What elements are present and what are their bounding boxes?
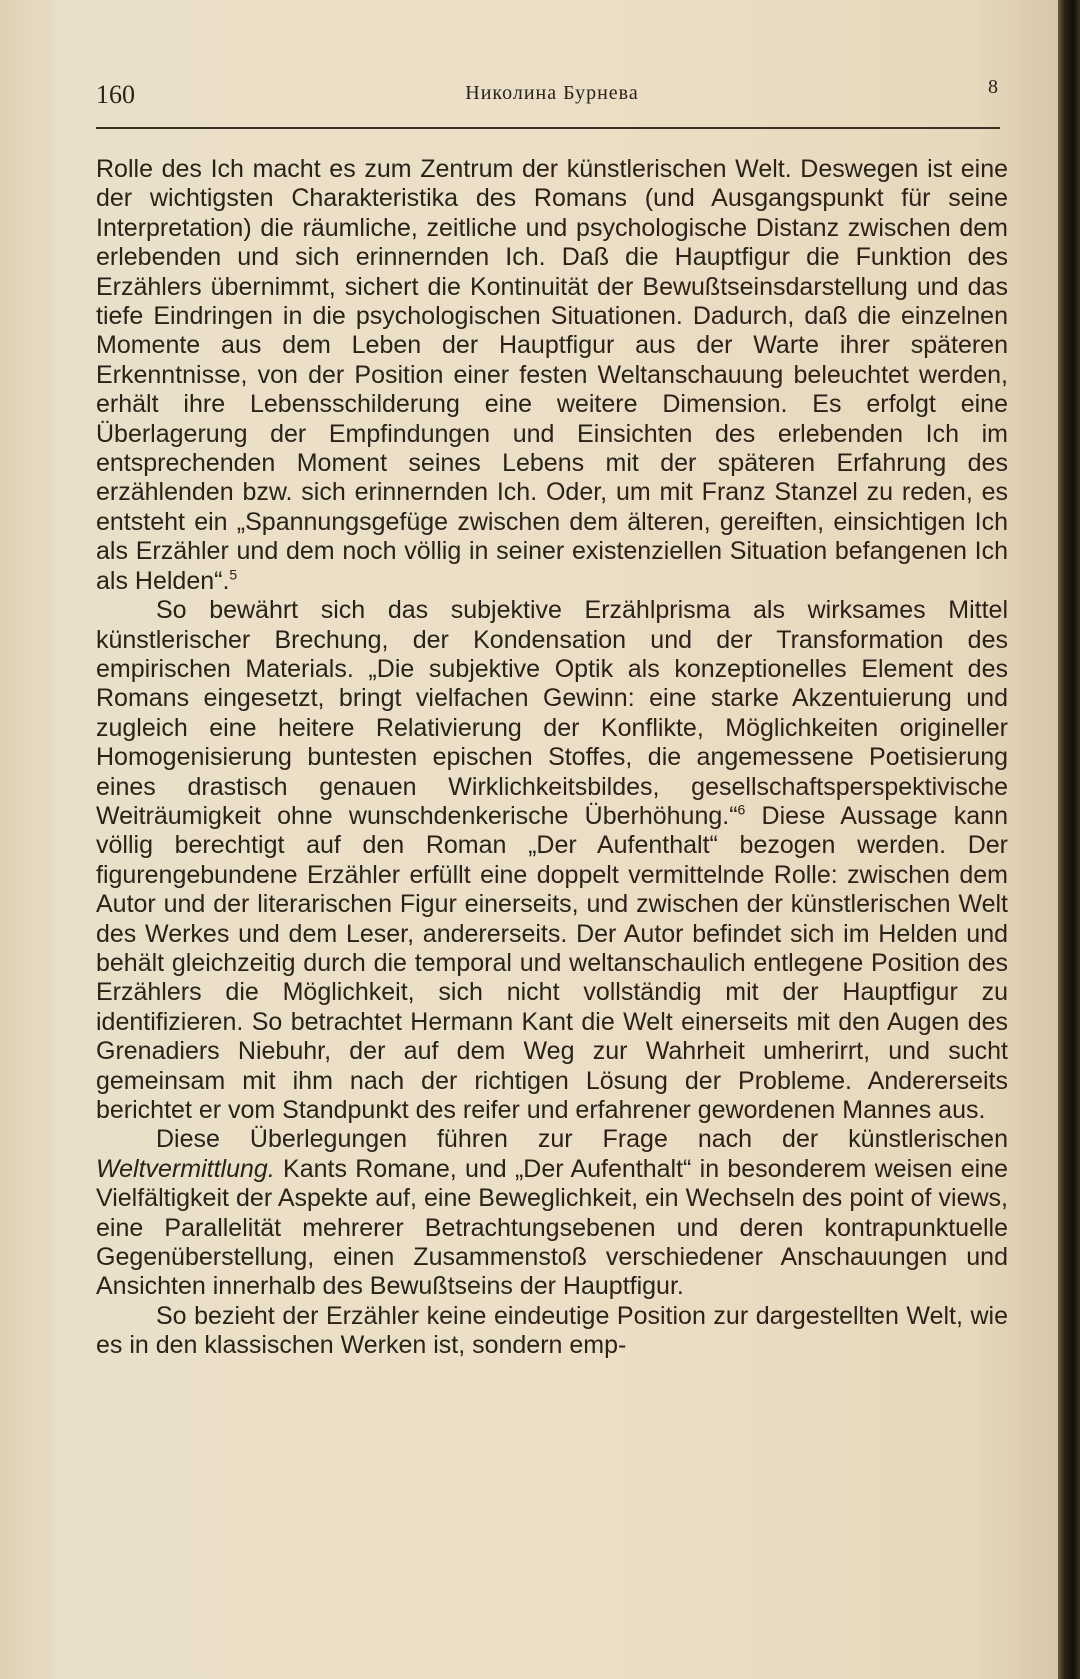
header-rule — [96, 127, 1000, 129]
paragraph-2-text-before: So bewährt sich das subjektive Erzählprisma als wirksames Mittel künstlerischer Brechung, der Kondensation und der Transformation des empirischen Materials. „Die subjektive Optik als konzeptionelles Element des Romans eingesetzt, bringt vielfachen Gewinn: eine starke Akzentuierung und zugleich eine heitere Relativierung der Konflikte, Möglichkeiten origineller Homogenisierung buntesten epischen Stoffes, die angemessene Poetisierung eines drastisch genauen Wirklichkeitsbildes, gesellschaftsperspektivische Weiträumigkeit ohne wunschdenkerische Überhöhung.“ — [96, 596, 1008, 830]
paragraph-3-text-before: Diese Überlegungen führen zur Frage nach der künstlerischen — [156, 1125, 1008, 1154]
page-number: 160 — [96, 80, 135, 109]
paragraph-3-text-after: Kants Romane, und „Der Aufenthalt“ in besonderem weisen eine Vielfältigkeit der Aspekte auf, eine Beweglichkeit, ein Wechseln des point of views, eine Parallelität mehrerer Betrachtungsebenen und deren kontrapunktuelle Gegenüberstellung, einen Zusammenstoß verschiedener Anschauungen und Ansichten innerhalb des Bewußtseins der Hauptfigur. — [96, 1154, 1008, 1301]
paragraph-4 — [96, 1302, 1008, 1361]
paragraph-3 — [96, 1125, 1008, 1301]
page-header — [96, 76, 1008, 120]
paragraph-1 — [96, 155, 1008, 596]
paragraph-2-text-after: Diese Aussage kann völlig berechtigt auf den Roman „Der Aufenthalt“ bezogen werden. Der figurengebundene Erzähler erfüllt eine doppelt vermittelnde Rolle: zwischen dem Autor und der literarischen Figur einerseits, und zwischen der künstlerischen Welt des Werkes und dem Leser, andererseits. Der Autor befindet sich im Helden und behält gleichzeitig durch die temporal und weltanschaulich entlegene Position des Erzählers die Möglichkeit, sich nicht vollständig mit der Hauptfigur zu identifizieren. So betrachtet Hermann Kant die Welt einerseits mit den Augen des Grenadiers Niebuhr, der auf dem Weg zur Wahrheit umherirrt, und sucht gemeinsam mit ihm nach der richtigen Lösung der Probleme. Andererseits berichtet er vom Standpunkt des reifer und erfahrener gewordenen Mannes aus. — [96, 801, 1008, 1124]
paragraph-1-text: Rolle des Ich macht es zum Zentrum der künstlerischen Welt. Deswegen ist eine der wichtigsten Charakteristika des Romans (und Ausgangspunkt für seine Interpretation) die räumliche, zeitliche und psychologische Distanz zwischen dem erlebenden und sich erinnernden Ich. Daß die Hauptfigur die Funktion des Erzählers übernimmt, sichert die Kontinuität der Bewußtseinsdarstellung und das tiefe Eindringen in die psychologischen Situationen. Dadurch, daß die einzelnen Momente aus dem Leben der Hauptfigur aus der Warte ihrer späteren Erkenntnisse, von der Position einer festen Weltanschauung beleuchtet werden, erhält ihre Lebensschilderung eine weitere Dimension. Es erfolgt eine Überlagerung der Empfindungen und Einsichten des erlebenden Ich im entsprechenden Moment seines Lebens mit der späteren Erfahrung des erzählenden bzw. sich erinnernden Ich. Oder, um mit Franz Stanzel zu reden, es entsteht ein „Spannungsgefüge zwischen dem älteren, gereiften, einsichtigen Ich als Erzähler und dem noch völlig in seiner existenziellen Situation befangenen Ich als Helden“. — [96, 155, 1008, 595]
page-binding-edge — [1058, 0, 1080, 1679]
signature-mark: 8 — [988, 76, 998, 98]
paragraph-4-text: So bezieht der Erzähler keine eindeutige Position zur dargestellten Welt, wie es in den klassischen Werken ist, sondern emp- — [96, 1301, 1008, 1360]
footnote-ref-6: 6 — [737, 801, 746, 818]
footnote-ref-5: 5 — [229, 566, 238, 583]
running-head: Николина Бурнева — [465, 82, 639, 104]
emphasis-weltvermittlung: Weltvermittlung. — [96, 1154, 275, 1183]
body-text — [96, 155, 1008, 1361]
paragraph-2 — [96, 596, 1008, 1125]
